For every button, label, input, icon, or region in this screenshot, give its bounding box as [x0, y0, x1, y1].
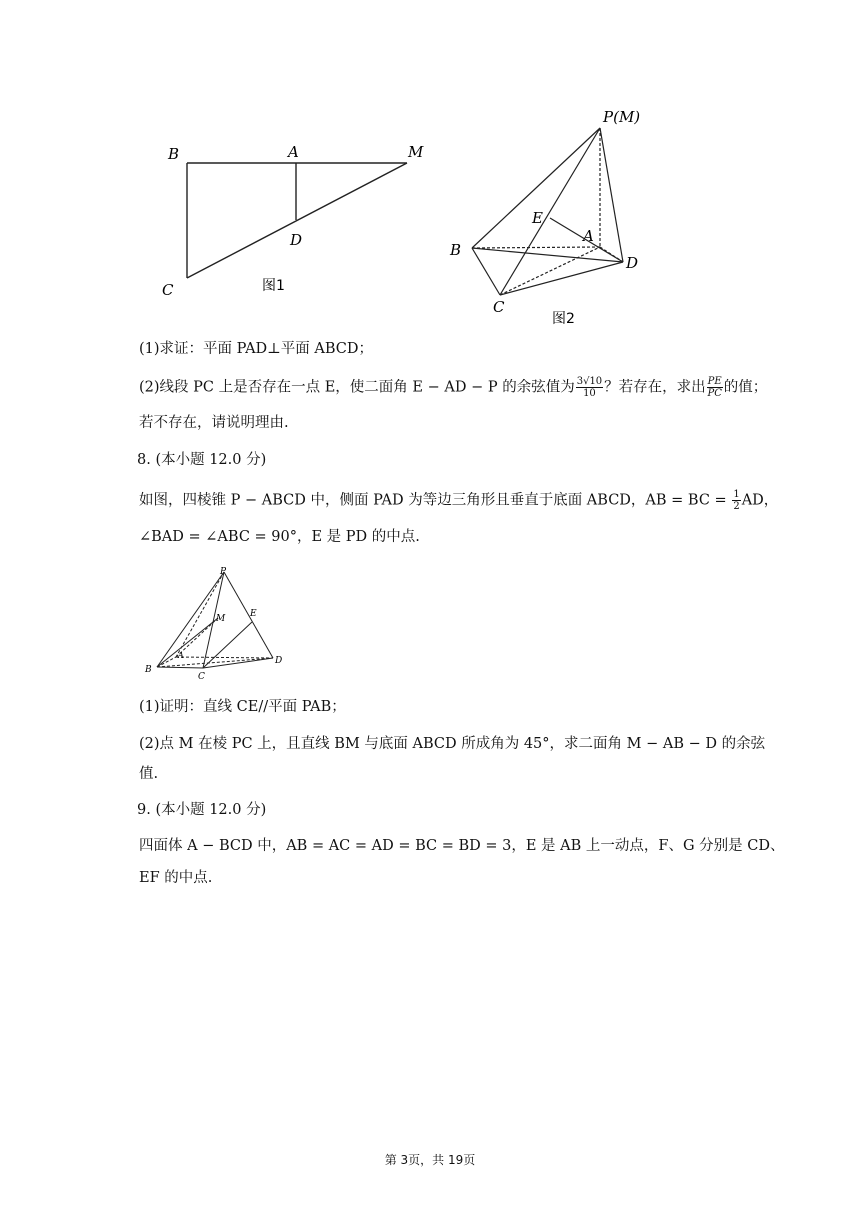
- point-label-C: C: [198, 672, 205, 682]
- point-label-B: B: [450, 241, 462, 259]
- point-label-A: A: [583, 227, 594, 245]
- point-label-C: C: [162, 281, 174, 299]
- figure-1-caption: 图1: [262, 278, 285, 294]
- segment-CM: [187, 163, 407, 278]
- point-label-M: M: [216, 614, 226, 624]
- point-label-E: E: [250, 609, 257, 619]
- figure-3: [140, 562, 300, 682]
- q8-part1: (1)证明：直线 CE//平面 PAB；: [139, 699, 346, 715]
- point-label-B: B: [168, 145, 180, 163]
- q9-stem1: 四面体 A − BCD 中，AB = AC = AD = BC = BD = 3，E 是 AB 上一动点，F、G 分别是 CD、: [139, 838, 785, 854]
- point-label-D: D: [626, 254, 639, 272]
- q7-part2: (2)线段 PC 上是否存在一点 E，使二面角 E − AD − P 的余弦值为 $\frac{3√10}{10}$ ？若存在，求出 $\frac{PE}{PC}$ 的值；: [139, 376, 768, 399]
- q7-part2-line2: 若不存在，请说明理由.: [139, 415, 289, 431]
- point-label-B: B: [145, 665, 152, 675]
- fraction-cos-value: $\frac{3√10}{10}$: [576, 376, 603, 399]
- q8-part2: (2)点 M 在棱 PC 上，且直线 BM 与底面 ABCD 所成角为 45°，求二面角 M − AB − D 的余弦: [139, 736, 766, 752]
- point-label-C: C: [493, 298, 505, 316]
- figure-2: [440, 100, 690, 335]
- q8-stem2: ∠BAD = ∠ABC = 90°，E 是 PD 的中点.: [139, 529, 420, 545]
- q8-header: 8. (本小题 12.0 分): [137, 452, 267, 468]
- point-label-A: A: [288, 143, 299, 161]
- point-label-P: P: [220, 567, 227, 577]
- q7-part2-text: (2)线段 PC 上是否存在一点 E，使二面角 E − AD − P 的余弦值为: [139, 379, 575, 396]
- point-label-M: M: [408, 143, 424, 161]
- point-label-D: D: [275, 656, 283, 666]
- q9-header: 9. (本小题 12.0 分): [137, 802, 267, 818]
- q9-stem2: EF 的中点.: [139, 870, 213, 886]
- q7-part1: (1)求证：平面 PAD⊥平面 ABCD；: [139, 341, 374, 357]
- point-label-A: A: [178, 651, 184, 660]
- point-label-E: E: [532, 209, 543, 227]
- page-footer: 第 3页，共 19页: [384, 1153, 476, 1167]
- figure-1: [150, 135, 440, 310]
- point-label-D: D: [290, 231, 303, 249]
- point-label-PM: P(M): [603, 108, 641, 126]
- fraction-pe-pc: $\frac{PE}{PC}$: [707, 376, 722, 399]
- figure-2-caption: 图2: [552, 311, 575, 327]
- fraction-one-half: $\frac{1}{2}$: [733, 489, 740, 512]
- q8-part2-line2: 值.: [139, 766, 159, 782]
- q8-stem1: 如图，四棱锥 P − ABCD 中，侧面 PAD 为等边三角形且垂直于底面 ABCD，AB = BC = $\frac{1}{2}$ AD，: [139, 489, 779, 512]
